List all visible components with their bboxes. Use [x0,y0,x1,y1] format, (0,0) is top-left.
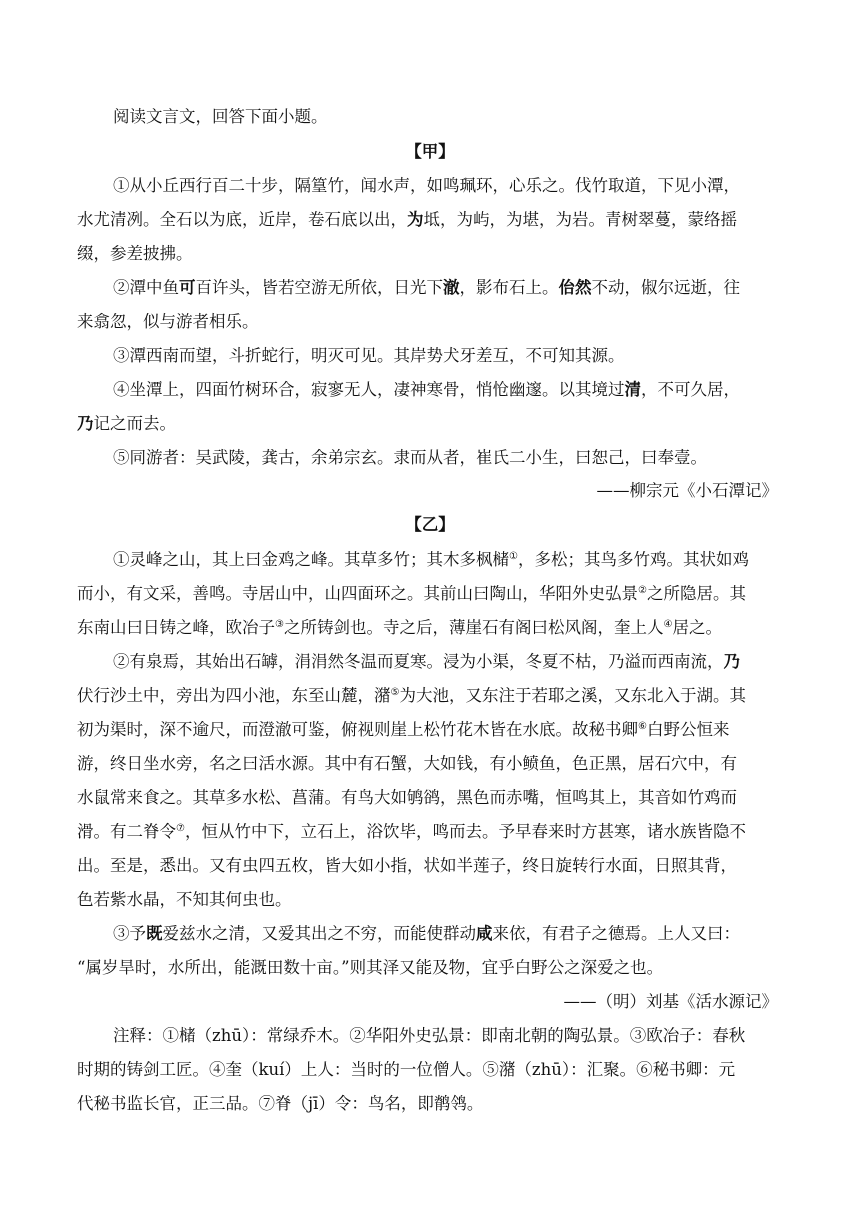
yi-p2-line3: 初为渠时，深不逾尺，而澄澈可鉴，俯视则崖上松竹花木皆在水底。故秘书卿⑥白野公恒来 [77,720,730,739]
passage-yi-heading: 【乙】 [405,515,455,534]
jia-p3: ③潭西南而望，斗折蛇行，明灭可见。其岸势犬牙差互，不可知其源。 [113,346,625,365]
yi-p3-line2: “属岁旱时，水所出，能溉田数十亩。”则其泽又能及物，宜乎白野公之深爱之也。 [77,958,664,977]
yi-p1-line3: 东南山曰日铸之峰，欧冶子③之所铸剑也。寺之后，薄崖石有阁曰松风阁，奎上人④居之。 [77,618,722,637]
key-word-ke: 可 [179,278,196,297]
key-word-xian: 咸 [476,924,493,943]
yi-p2-line5: 水鼠常来食之。其草多水松、菖蒲。有鸟大如鸲鹆，黑色而赤嘴，恒鸣其上，其音如竹鸡而 [77,788,737,807]
footnote-marker: ⑤ [390,687,400,698]
key-word-nai: 乃 [77,414,94,433]
jia-p2-line2: 来翕忽，似与游者相乐。 [77,312,259,331]
yi-source: ——（明）刘基《活水源记》 [563,992,778,1011]
jia-p1-line3: 缀，参差披拂。 [77,244,193,263]
yi-p2-line4: 游，终日坐水旁，名之曰活水源。其中有石蟹，大如钱，有小鲼鱼，色正黑，居石穴中，有 [77,754,737,773]
key-word-qing: 清 [624,380,641,399]
key-word-che: 澈 [443,278,460,297]
passage-jia-heading: 【甲】 [405,142,455,161]
notes-line2: 时期的铸剑工匠。④奎（kuí）上人：当时的一位僧人。⑤潴（zhū）：汇聚。⑥秘书卿：元 [77,1060,736,1079]
yi-p1-line2: 而小，有文采，善鸣。寺居山中，山四面环之。其前山曰陶山，华阳外史弘景②之所隐居。其 [77,584,746,603]
footnote-marker: ④ [663,619,673,630]
yi-p2-line8: 色若紫水晶，不知其何虫也。 [77,890,292,909]
yi-p2-line6: 滑。有二脊令⑦，恒从竹中下，立石上，浴饮毕，鸣而去。予早春来时方甚寒，诸水族皆隐不 [77,822,746,841]
footnote-marker: ② [638,585,647,596]
key-word-ji: 既 [146,924,163,943]
key-word-yiran: 佁然 [558,278,592,297]
jia-p2-line1: ②潭中鱼可百许头，皆若空游无所依，日光下澈，影布石上。佁然不动，俶尔远逝，往 [113,278,740,297]
yi-p2-line2: 伏行沙土中，旁出为四小池，东至山麓，潴⑤为大池，又东注于若耶之溪，又东北入于湖。其 [77,686,746,705]
yi-p1-line1: ①灵峰之山，其上曰金鸡之峰。其草多竹；其木多枫槠①，多松；其鸟多竹鸡。其状如鸡 [113,550,749,569]
key-word-nai-2: 乃 [723,652,740,671]
footnote-marker: ⑥ [638,721,647,732]
jia-p4-line1: ④坐潭上，四面竹树环合，寂寥无人，凄神寒骨，悄怆幽邃。以其境过清，不可久居， [113,380,740,399]
yi-p2-line1: ②有泉焉，其始出石罅，涓涓然冬温而夏寒。浸为小渠，冬夏不枯，乃溢而西南流，乃 [113,652,740,671]
notes-line1: 注释：①槠（zhū）：常绿乔木。②华阳外史弘景：即南北朝的陶弘景。③欧冶子：春秋 [113,1026,746,1045]
jia-p5: ⑤同游者：吴武陵，龚古，余弟宗玄。隶而从者，崔氏二小生，曰恕己，曰奉壹。 [113,448,707,467]
footnote-marker: ③ [275,619,284,630]
jia-p1-line2: 水尤清冽。全石以为底，近岸，卷石底以出，为坻，为屿，为堪，为岩。青树翠蔓，蒙络摇 [77,210,737,229]
jia-p4-line2: 乃记之而去。 [77,414,176,433]
jia-p1-line1: ①从小丘西行百二十步，隔篁竹，闻水声，如鸣珮环，心乐之。伐竹取道，下见小潭， [113,176,740,195]
yi-p3-line1: ③予既爱兹水之清，又爱其出之不穷，而能使群动咸来依，有君子之德焉。上人又曰： [113,924,740,943]
jia-source: ——柳宗元《小石潭记》 [596,481,778,500]
footnote-marker: ① [509,551,518,562]
yi-p2-line7: 出。至是，悉出。又有虫四五枚，皆大如小指，状如半莲子，终日旋转行水面，日照其背， [77,856,737,875]
notes-line3: 代秘书监长官，正三品。⑦脊（jī）令：鸟名，即鹡鸰。 [77,1094,484,1113]
footnote-marker: ⑦ [176,823,185,834]
key-word-wei: 为 [407,210,424,229]
intro-instruction: 阅读文言文，回答下面小题。 [113,107,328,126]
